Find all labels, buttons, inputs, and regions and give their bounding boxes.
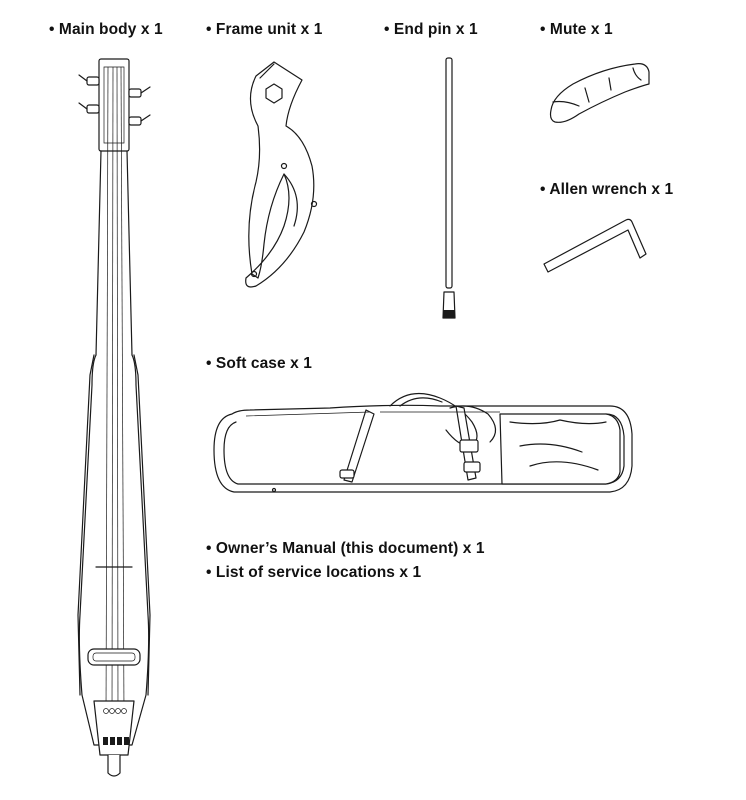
- mute-illustration: [545, 58, 655, 130]
- owners-manual-label: • Owner’s Manual (this document) x 1: [206, 540, 485, 557]
- end-pin-illustration: [438, 56, 462, 322]
- soft-case-label: • Soft case x 1: [206, 355, 313, 372]
- allen-wrench-illustration: [540, 214, 650, 276]
- main-body-illustration: [70, 55, 170, 785]
- allen-wrench-label: • Allen wrench x 1: [540, 181, 674, 198]
- mute-label: • Mute x 1: [540, 21, 613, 38]
- end-pin-label: • End pin x 1: [384, 21, 478, 38]
- service-locations-label: • List of service locations x 1: [206, 564, 422, 581]
- frame-unit-label: • Frame unit x 1: [206, 21, 323, 38]
- frame-unit-illustration: [234, 56, 334, 296]
- soft-case-illustration: [210, 386, 640, 498]
- main-body-label: • Main body x 1: [49, 21, 163, 38]
